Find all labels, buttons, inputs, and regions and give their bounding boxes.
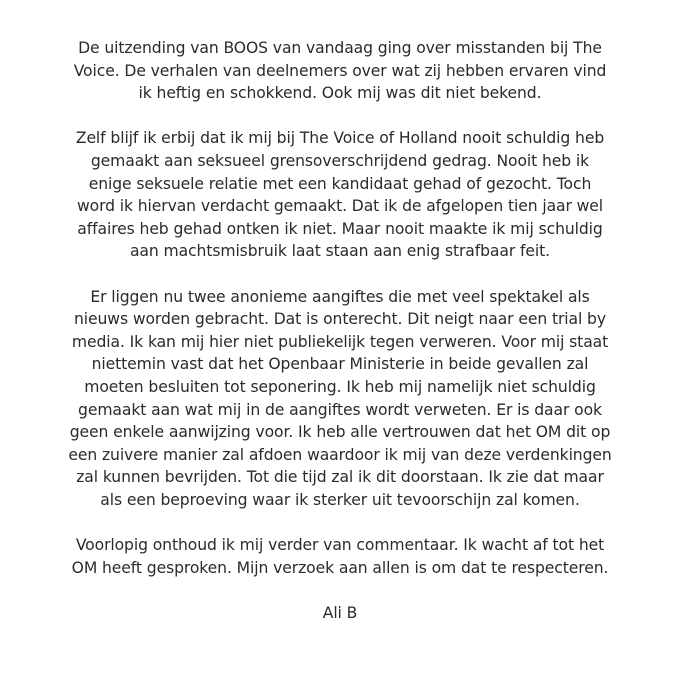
- text-line: nieuws worden gebracht. Dat is onterecht. Dit neigt naar een trial by: [74, 310, 606, 329]
- text-line: enige seksuele relatie met een kandidaat gehad of gezocht. Toch: [88, 174, 592, 193]
- text-line: media. Ik kan mij hier niet publiekelijk tegen verweren. Voor mij staat: [71, 332, 609, 351]
- statement-text: [50, 37, 630, 624]
- text-line: gemaakt aan wat mij in de aangiftes wordt verweten. Er is daar ook: [78, 400, 602, 419]
- text-line: als een beproeving waar ik sterker uit tevoorschijn zal komen.: [100, 490, 580, 509]
- text-line: Voorlopig onthoud ik mij verder van commentaar. Ik wacht af tot het: [75, 536, 605, 555]
- text-line: geen enkele aanwijzing voor. Ik heb alle vertrouwen dat het OM dit op: [69, 423, 611, 442]
- text-line: OM heeft gesproken. Mijn verzoek aan allen is om dat te respecteren.: [71, 558, 609, 577]
- text-line: een zuivere manier zal afdoen waardoor ik mij van deze verdenkingen: [68, 445, 612, 464]
- text-line: De uitzending van BOOS van vandaag ging over misstanden bij The: [78, 39, 602, 57]
- paragraph-4: [50, 534, 630, 579]
- paragraph-3: [50, 286, 630, 512]
- text-line: Voice. De verhalen van deelnemers over wat zij hebben ervaren vind: [73, 61, 607, 80]
- paragraph-1: [50, 37, 630, 105]
- text-line: gemaakt aan seksueel grensoverschrijdend gedrag. Nooit heb ik: [90, 151, 590, 170]
- text-line: Zelf blijf ik erbij dat ik mij bij The Voice of Holland nooit schuldig heb: [75, 129, 605, 148]
- text-line: word ik hiervan verdacht gemaakt. Dat ik de afgelopen tien jaar wel: [76, 197, 604, 216]
- text-line: zal kunnen bevrijden. Tot die tijd zal ik dit doorstaan. Ik zie dat maar: [76, 468, 604, 487]
- text-line: moeten besluiten tot seponering. Ik heb mij namelijk niet schuldig: [84, 377, 596, 396]
- text-line: affaires heb gehad ontken ik niet. Maar nooit maakte ik mij schuldig: [77, 219, 603, 238]
- paragraph-2: [50, 127, 630, 263]
- text-line: aan machtsmisbruik laat staan aan enig strafbaar feit.: [129, 242, 551, 261]
- text-line: niettemin vast dat het Openbaar Ministerie in beide gevallen zal: [91, 355, 589, 374]
- text-line: Er liggen nu twee anonieme aangiftes die met veel spektakel als: [90, 287, 590, 306]
- signature: Ali B: [322, 603, 358, 622]
- text-line: ik heftig en schokkend. Ook mij was dit niet bekend.: [138, 84, 542, 103]
